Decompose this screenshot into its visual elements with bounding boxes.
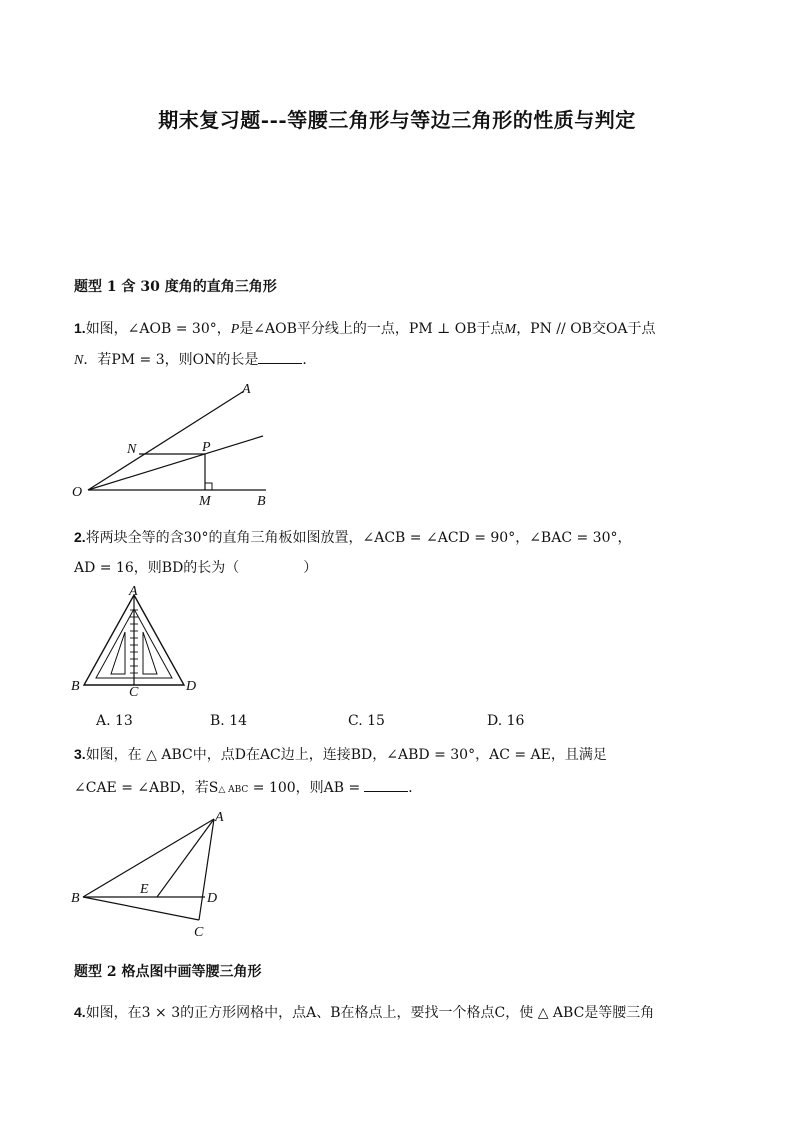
point-label: M (504, 322, 517, 337)
question-text: ∠CAE = ∠ABD，若S (74, 780, 219, 796)
answer-blank[interactable] (364, 779, 408, 792)
question-text: 如图，在 △ ABC中，点D在AC边上，连接BD，∠ABD = 30°，AC = AE，且满足 (85, 747, 607, 763)
label-D: D (186, 679, 197, 694)
label-A: A (129, 584, 138, 599)
label-C: C (194, 925, 204, 940)
question-number: 2. (74, 529, 86, 545)
question-1-line-1 (74, 318, 656, 338)
label-B: B (71, 891, 80, 906)
question-text: ，PN // OB交OA于点 (516, 321, 656, 337)
ray-OA (88, 391, 244, 490)
label-M: M (199, 494, 211, 508)
question-text: ） (303, 560, 318, 576)
section-heading-1: 题型 1 含 30 度角的直角三角形 (74, 279, 277, 295)
question-2-line-2 (74, 557, 317, 577)
question-1-line-2 (74, 349, 316, 369)
label-A: A (242, 382, 251, 397)
question-text: 将两块全等的含30°的直角三角板如图放置，∠ACB = ∠ACD = 90°，∠BAC = 30°， (85, 530, 632, 546)
question-4-line-1 (74, 1002, 654, 1022)
question-text: ． (408, 780, 423, 796)
label-B: B (71, 679, 80, 694)
question-text: ． (302, 352, 317, 368)
label-O: O (72, 485, 83, 500)
figure-3 (66, 806, 236, 941)
point-label: N (74, 353, 84, 368)
figure-2 (66, 582, 206, 700)
label-D: D (207, 891, 218, 906)
question-number: 4. (74, 1004, 86, 1020)
question-number: 1. (74, 320, 86, 336)
label-E: E (140, 882, 149, 897)
option-b[interactable]: B. 14 (210, 713, 248, 729)
label-C: C (129, 685, 139, 700)
point-label: P (230, 322, 240, 337)
question-text: = 100，则AB = (248, 780, 361, 796)
question-text: 如图，在3 × 3的正方形网格中，点A、B在格点上，要找一个格点C，使 △ ABC是等腰三角 (85, 1005, 655, 1021)
segment-AE (157, 819, 214, 897)
question-text: ．若PM = 3，则ON的长是 (83, 352, 259, 368)
page-title: 期末复习题---等腰三角形与等边三角形的性质与判定 (158, 108, 636, 132)
option-c[interactable]: C. 15 (348, 713, 385, 729)
label-N: N (127, 442, 137, 457)
answer-blank[interactable] (258, 351, 302, 364)
label-B: B (257, 494, 266, 508)
question-3-line-2 (74, 777, 422, 797)
label-P: P (202, 440, 211, 455)
question-2-line-1 (74, 527, 631, 547)
question-text: 如图，∠AOB = 30°， (85, 321, 231, 337)
option-a[interactable]: A. 13 (96, 713, 133, 729)
option-d[interactable]: D. 16 (487, 713, 525, 729)
figure-1 (66, 378, 276, 508)
subscript: △ ABC (218, 785, 249, 795)
question-number: 3. (74, 746, 86, 762)
bisector-OP (88, 436, 263, 490)
question-text: 是∠AOB平分线上的一点，PM ⊥ OB于点 (239, 321, 505, 337)
segment-BC (83, 897, 199, 920)
label-A: A (215, 810, 224, 825)
right-angle-mark (205, 483, 212, 490)
section-heading-2: 题型 2 格点图中画等腰三角形 (74, 964, 262, 980)
question-text: AD = 16，则BD的长为（ (74, 560, 240, 576)
question-3-line-1 (74, 744, 607, 764)
